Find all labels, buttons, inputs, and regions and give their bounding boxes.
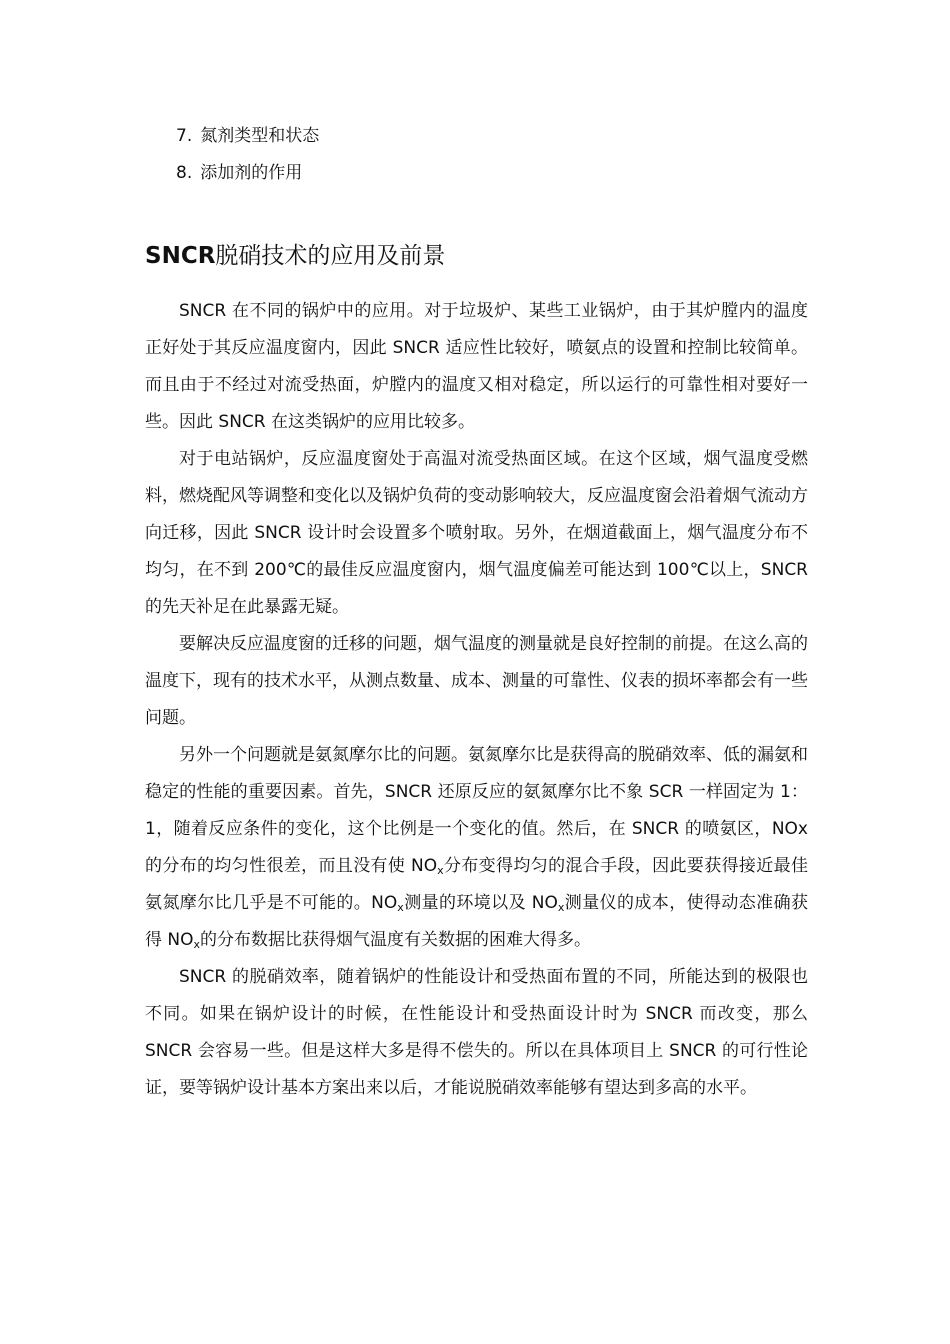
paragraph-segment: 测量仪的成本，使得动态准确获得 NO — [145, 893, 808, 950]
subscript: x — [437, 864, 444, 877]
section-heading — [145, 238, 445, 274]
numbered-list — [176, 118, 776, 192]
section-heading-text: 脱硝技术的应用及前景 — [215, 243, 446, 269]
paragraph-molar-ratio — [145, 737, 808, 959]
list-item-text: 氮剂类型和状态 — [200, 126, 320, 146]
list-item-text: 添加剂的作用 — [200, 163, 303, 183]
subscript: x — [557, 901, 565, 914]
list-item-number: 7. — [176, 126, 193, 146]
section-heading-latin: SNCR — [145, 243, 216, 269]
subscript: x — [193, 938, 201, 951]
paragraph-temperature-window: 要解决反应温度窗的迁移的问题，烟气温度的测量就是良好控制的前提。在这么高的温度下，现有的技术水平，从测点数量、成本、测量的可靠性、仪表的损坏率都会有一些问题。 — [145, 634, 808, 728]
paragraph-segment: 另外一个问题就是氨氮摩尔比的问题。氨氮摩尔比是获得高的脱硝效率、低的漏氨和稳定的性能的重要因素。首先，SNCR 还原反应的氨氮摩尔比不象 SCR 一样固定为 1：1，随着反应条件的变化，这个比例是一个变化的值。然后，在 SNCR 的喷氨区，NOx 的分布的均匀性很差，而且没有使 NO — [145, 745, 808, 876]
paragraph-segment: 的分布数据比获得烟气温度有关数据的困难大得多。 — [200, 930, 592, 950]
paragraph-denitration-efficiency: SNCR 的脱硝效率，随着锅炉的性能设计和受热面布置的不同，所能达到的极限也不同。如果在锅炉设计的时候，在性能设计和受热面设计时为 SNCR 而改变，那么 SNCR 会容易一些。但是这样大多是得不偿失的。所以在具体项目上 SNCR 的可行性论证，要等锅炉设计基本方案出来以后，才能说脱硝效率能够有望达到多高的水平。 — [145, 967, 808, 1098]
paragraph-segment: 分布变得均匀的混合手段，因此要获得接近最佳氨氮摩尔比几乎是不可能的。NO — [145, 856, 808, 913]
subscript: x — [397, 901, 404, 914]
paragraph-sncr-application: SNCR 在不同的锅炉中的应用。对于垃圾炉、某些工业锅炉，由于其炉膛内的温度正好处于其反应温度窗内，因此 SNCR 适应性比较好，喷氨点的设置和控制比较简单。而且由于不经过对流受热面，炉膛内的温度又相对稳定，所以运行的可靠性相对要好一些。因此 SNCR 在这类锅炉的应用比较多。 — [145, 301, 808, 432]
paragraph-segment: 测量的环境以及 NO — [403, 893, 558, 913]
list-item — [176, 155, 776, 192]
body-text — [145, 293, 808, 1107]
list-item-number: 8. — [176, 163, 193, 183]
list-item — [176, 118, 776, 155]
paragraph-power-plant-boiler: 对于电站锅炉，反应温度窗处于高温对流受热面区域。在这个区域，烟气温度受燃料，燃烧配风等调整和变化以及锅炉负荷的变动影响较大，反应温度窗会沿着烟气流动方向迁移，因此 SNCR 设计时会设置多个喷射取。另外，在烟道截面上，烟气温度分布不均匀，在不到 200℃的最佳反应温度窗内，烟气温度偏差可能达到 100℃以上，SNCR 的先天补足在此暴露无疑。 — [145, 449, 808, 617]
